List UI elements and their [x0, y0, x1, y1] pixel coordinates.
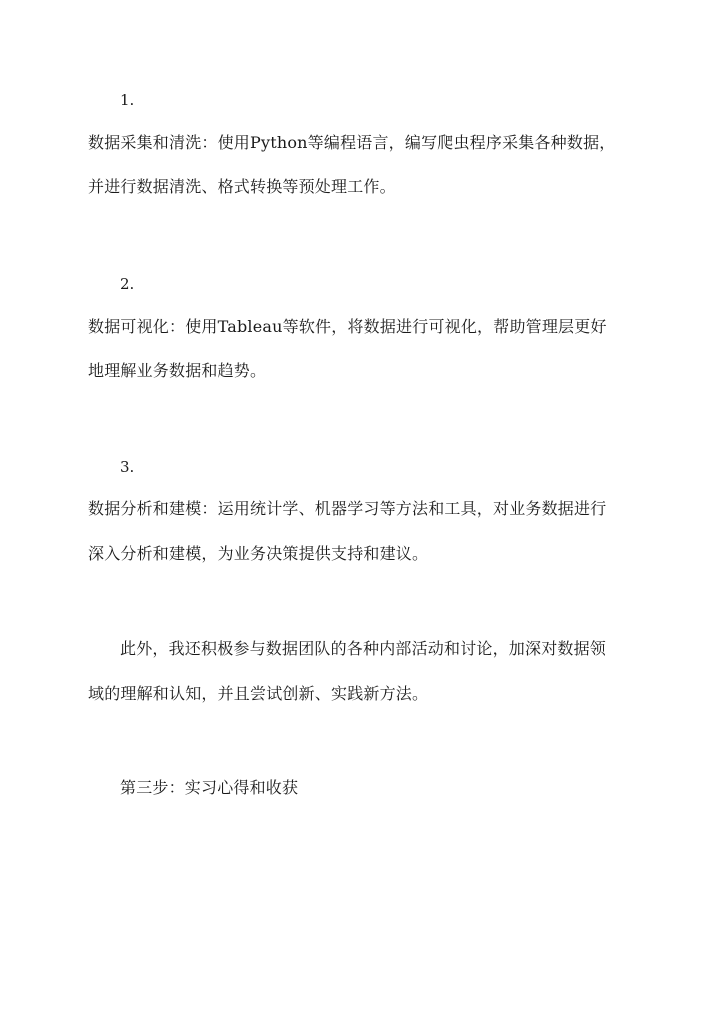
- item-3-line-2: 深入分析和建模，为业务决策提供支持和建议。: [88, 544, 429, 563]
- item-1-line-2: 并进行数据清洗、格式转换等预处理工作。: [88, 177, 396, 196]
- item-number-1: 1.: [120, 91, 135, 109]
- item-number-2: 2.: [120, 275, 135, 293]
- item-1-line-1: 数据采集和清洗：使用Python等编程语言，编写爬虫程序采集各种数据，: [88, 133, 616, 152]
- paragraph-line-1: 此外，我还积极参与数据团队的各种内部活动和讨论，加深对数据领: [120, 639, 607, 658]
- item-2-line-1: 数据可视化：使用Tableau等软件，将数据进行可视化，帮助管理层更好: [88, 317, 607, 336]
- item-number-3: 3.: [120, 458, 135, 476]
- item-2-line-2: 地理解业务数据和趋势。: [88, 361, 267, 380]
- item-3-line-1: 数据分析和建模：运用统计学、机器学习等方法和工具，对业务数据进行: [88, 499, 607, 518]
- section-heading: 第三步：实习心得和收获: [120, 778, 299, 797]
- paragraph-line-2: 域的理解和认知，并且尝试创新、实践新方法。: [88, 684, 429, 703]
